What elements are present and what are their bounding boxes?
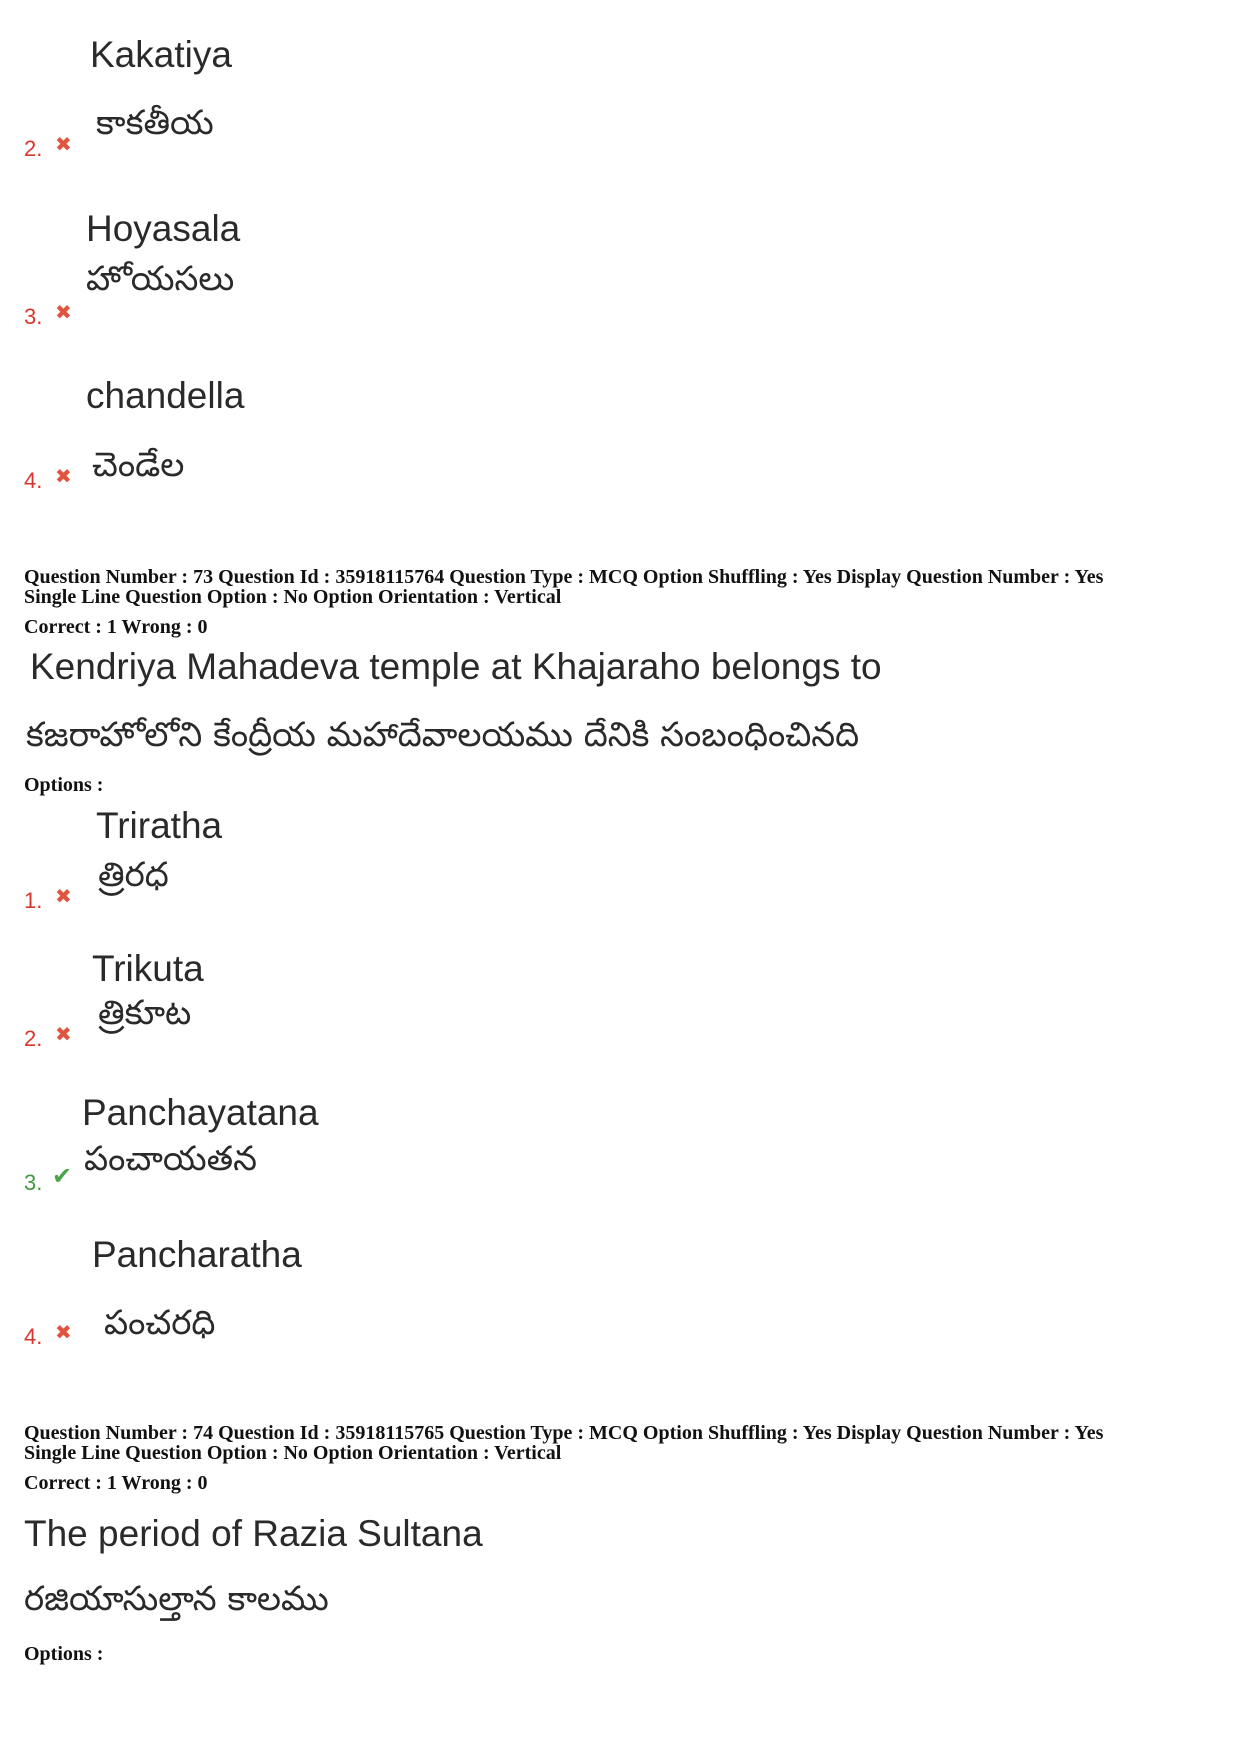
cross-icon: ✖ <box>55 464 72 488</box>
option-number: 4. <box>24 468 43 493</box>
option-telugu: పంచాయతన <box>84 1139 257 1179</box>
option-english: Trikuta <box>92 948 204 989</box>
option-english: Kakatiya <box>90 34 232 75</box>
option-telugu: పంచరధి <box>104 1303 216 1343</box>
cross-icon: ✖ <box>55 1320 72 1344</box>
options-label: Options : <box>24 1643 104 1665</box>
option-english: Pancharatha <box>92 1234 302 1275</box>
question-text-telugu: కజరాహోలోని కేంద్రీయ మహాదేవాలయము దేనికి సంబంధించినది <box>26 715 860 755</box>
option-english: Panchayatana <box>82 1092 319 1133</box>
option-english: chandella <box>86 375 245 416</box>
options-label: Options : <box>24 774 104 796</box>
question-text-english: Kendriya Mahadeva temple at Khajaraho belongs to <box>30 646 882 687</box>
question-marks: Correct : 1 Wrong : 0 <box>24 616 208 638</box>
option-english: Triratha <box>96 805 223 846</box>
option-number: 3. <box>24 1170 43 1195</box>
question-meta-2: Single Line Question Option : No Option Orientation : Vertical <box>24 1442 562 1464</box>
cross-icon: ✖ <box>55 300 72 324</box>
option-english: Hoyasala <box>86 208 241 249</box>
option-telugu: చెండేల <box>92 445 185 485</box>
option-number: 4. <box>24 1324 43 1349</box>
question-meta: Question Number : 73 Question Id : 35918115764 Question Type : MCQ Option Shuffling : Yes Display Question Number : Yes <box>24 566 1104 588</box>
option-number: 3. <box>24 304 43 329</box>
option-telugu: కాకతీయ <box>96 103 214 143</box>
cross-icon: ✖ <box>55 132 72 156</box>
question-text-english: The period of Razia Sultana <box>24 1513 483 1554</box>
option-telugu: త్రిరధ <box>98 855 169 895</box>
option-number: 2. <box>24 1026 43 1051</box>
cross-icon: ✖ <box>55 1022 72 1046</box>
option-number: 1. <box>24 888 43 913</box>
cross-icon: ✖ <box>55 884 72 908</box>
question-marks: Correct : 1 Wrong : 0 <box>24 1472 208 1494</box>
option-telugu: త్రికూట <box>98 993 192 1033</box>
question-text-telugu: రజియాసుల్తాన కాలము <box>24 1579 329 1619</box>
check-icon: ✔ <box>52 1162 73 1190</box>
question-meta-2: Single Line Question Option : No Option Orientation : Vertical <box>24 586 562 608</box>
option-number: 2. <box>24 136 43 161</box>
question-meta: Question Number : 74 Question Id : 35918115765 Question Type : MCQ Option Shuffling : Yes Display Question Number : Yes <box>24 1422 1104 1444</box>
option-telugu: హోయసలు <box>86 259 235 299</box>
